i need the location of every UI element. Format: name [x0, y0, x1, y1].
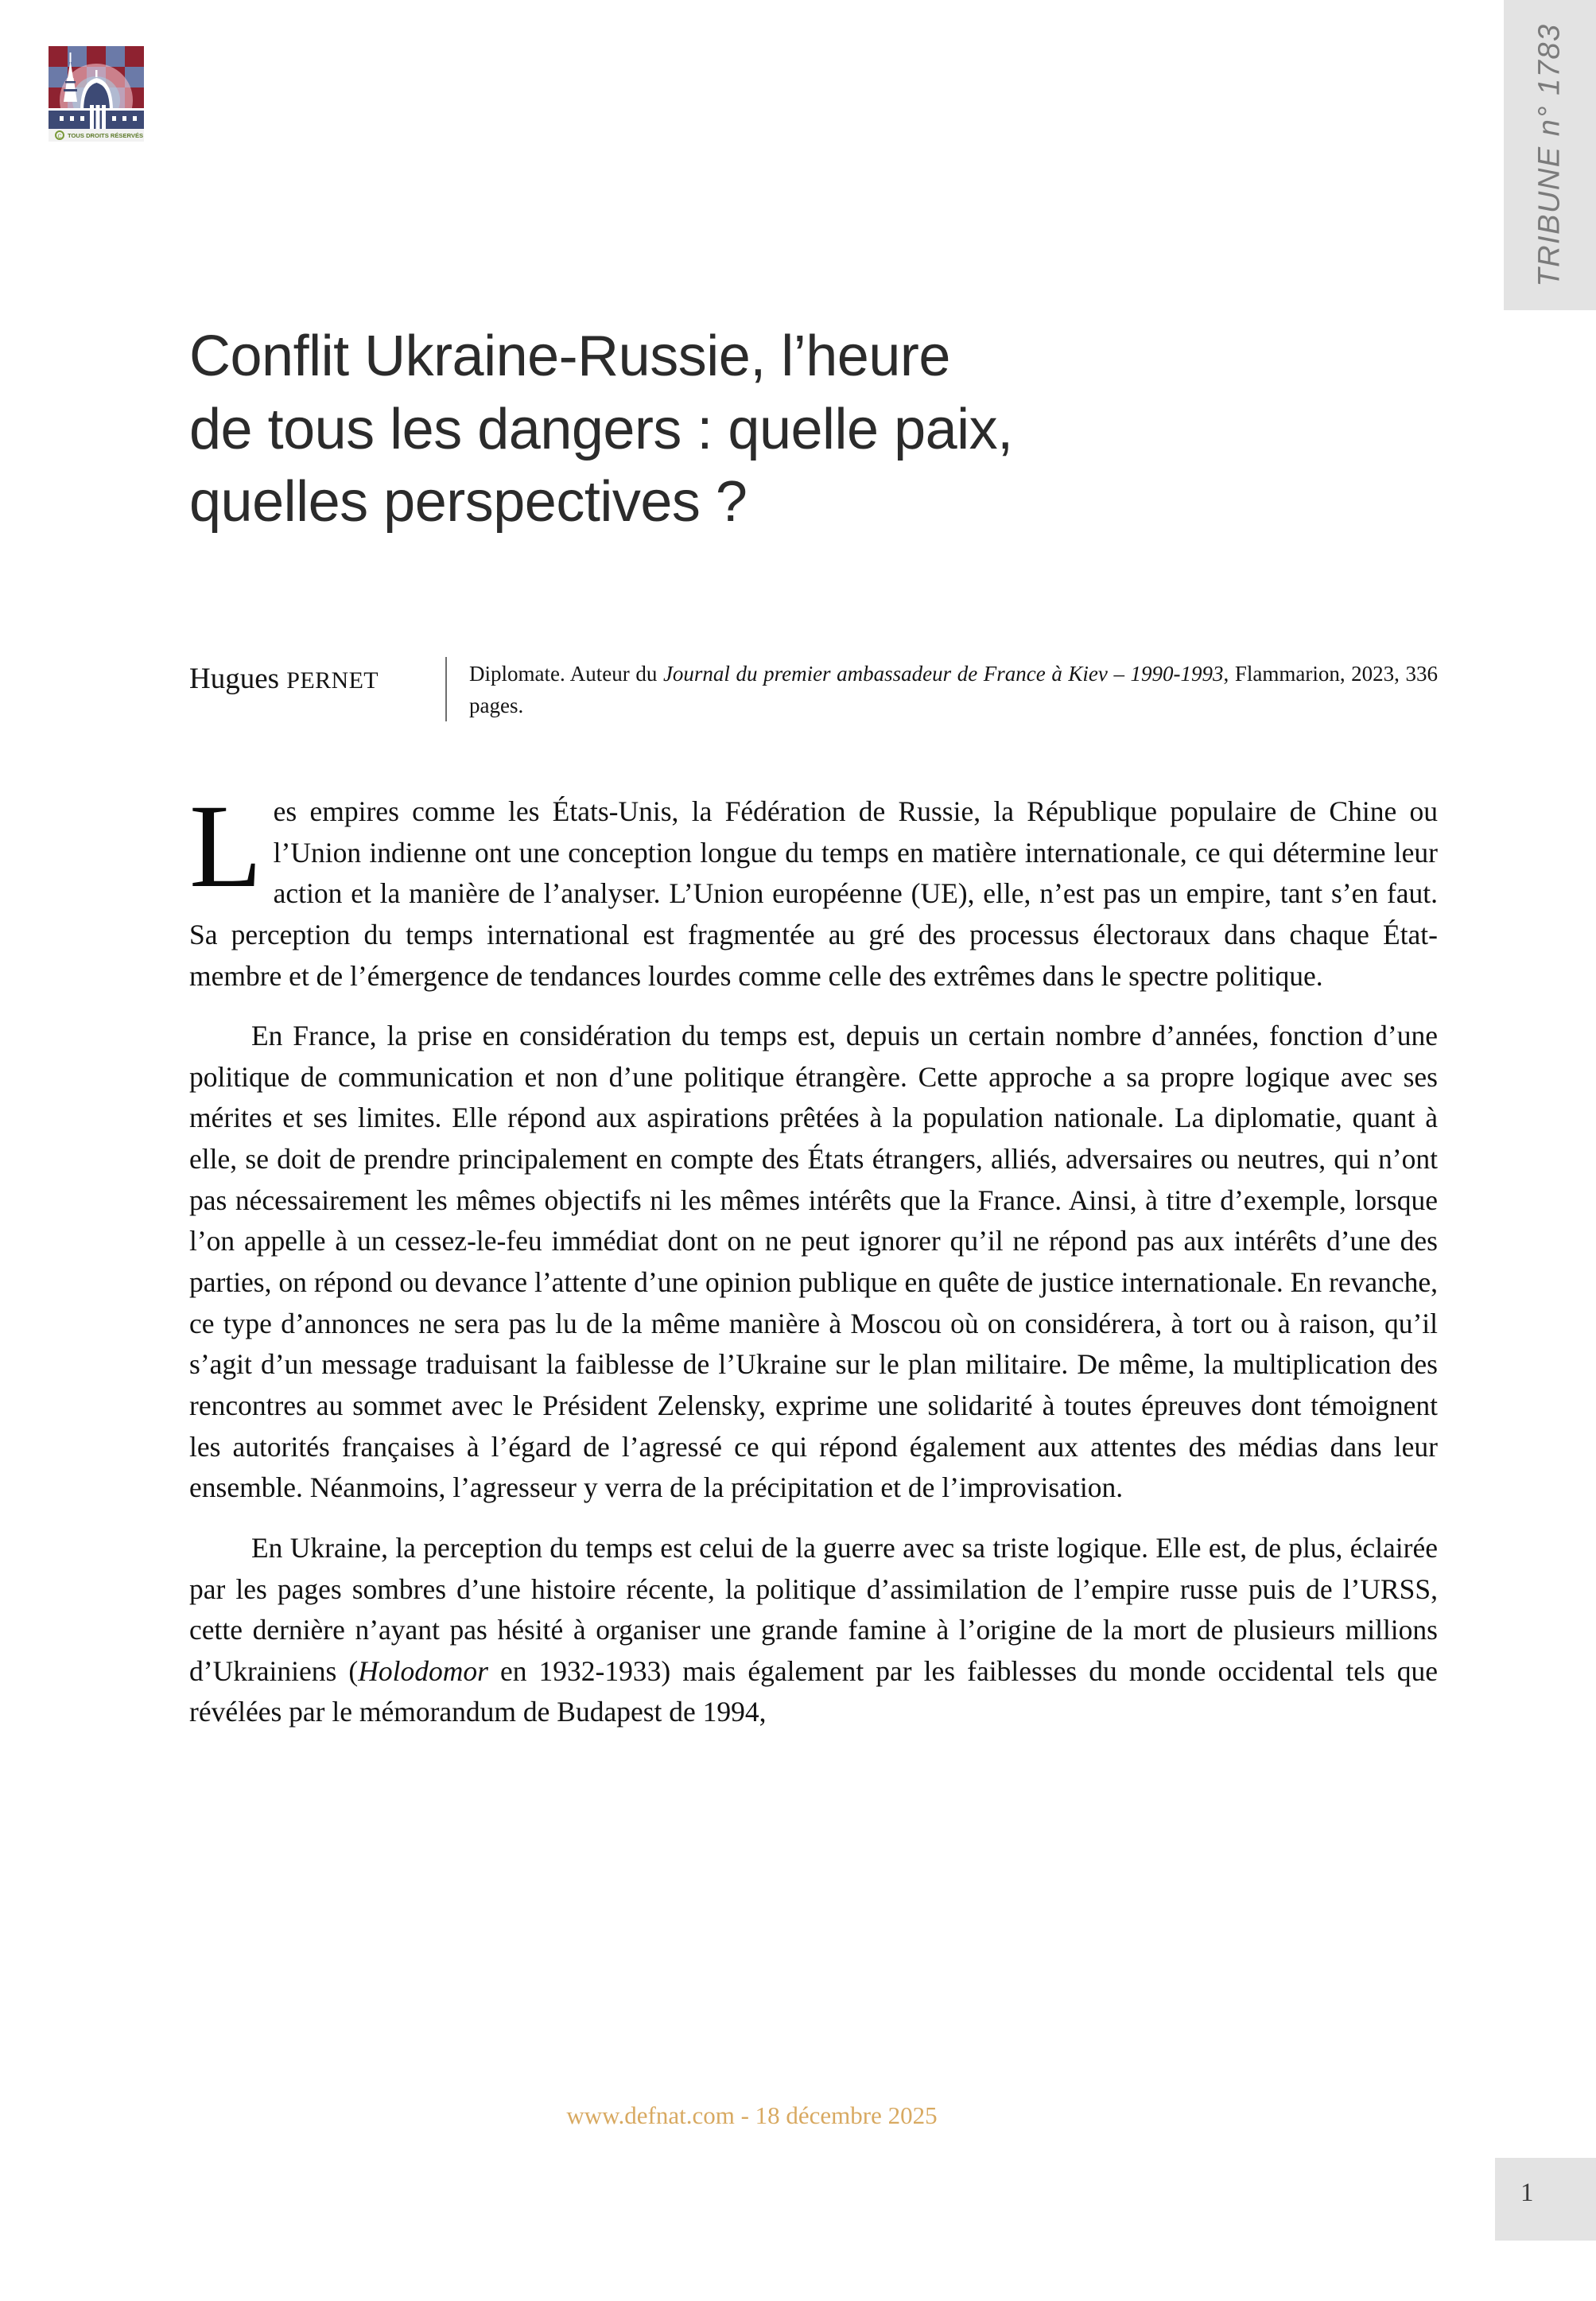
article-title-line-2: de tous les dangers : quelle paix, — [189, 397, 1013, 461]
body-paragraph-3 — [189, 1528, 1438, 1733]
issue-tab — [1504, 0, 1596, 310]
publisher-logo — [45, 41, 147, 143]
author-last-name: PERNET — [286, 667, 379, 694]
body-paragraph-1-text: es empires comme les États-Unis, la Fédération de Russie, la République populaire de Chine ou l’Union indienne ont une conception longue du temps en matière internationale, ce qui détermine leur action et la manière de l’analyser. L’Union européenne (UE), elle, n’est pas un empire, tant s’en faut. Sa perception du temps international est fragmentée au gré des processus électoraux dans chaque État-membre et de l’émergence de tendances lourdes comme celle des extrêmes dans le spectre politique. — [189, 795, 1438, 992]
page-footer: www.defnat.com - 18 décembre 2025 — [566, 2101, 938, 2129]
logo-copyright-text: TOUS DROITS RÉSERVÉS — [68, 132, 144, 139]
svg-text:C: C — [57, 134, 62, 140]
body-paragraph-3-emphasis: Holodomor — [358, 1654, 488, 1687]
article-title-line-3: quelles perspectives ? — [189, 470, 748, 534]
drop-cap: L — [189, 780, 262, 912]
author-first-name: Hugues — [189, 663, 287, 695]
author-byline — [189, 657, 1438, 721]
author-name — [189, 657, 445, 696]
page-number-box — [1495, 2158, 1596, 2241]
page-number: 1 — [1520, 2179, 1534, 2207]
defnat-logo-icon — [45, 41, 147, 143]
body-paragraph-3-prefix: En Ukraine, la perception du temps est celui de la guerre avec sa triste logique. Elle est, de plus, éclairée par les pages sombres d’une histoire récente, la politique d’assimilation de l’empire russe puis de l’URSS, cette dernière n’ayant pas hésité à organiser une grande famine à l’origine de la mort de plusieurs millions d’Ukrainiens ( — [189, 1531, 1438, 1687]
byline-divider — [445, 657, 447, 721]
author-bio-suffix: , Flammarion, 2023, 336 pages. — [469, 662, 1438, 717]
body-paragraph-1 — [189, 780, 1438, 997]
body-paragraph-2-text: En France, la prise en considération du temps est, depuis un certain nombre d’années, fonction d’une politique de communication et non d’une politique étrangère. Cette approche a sa propre logique avec ses mérites et ses limites. Elle répond aux aspirations prêtées à la population nationale. La diplomatie, quant à elle, se doit de prendre principalement en compte des États étrangers, alliés, adversaires ou neutres, qui n’ont pas nécessairement les mêmes objectifs ni les mêmes intérêts que la France. Ainsi, à titre d’exemple, lorsque l’on appelle à un cessez-le-feu immédiat dont on ne peut ignorer qu’il ne répond pas aux intérêts d’une des parties, on répond ou devance l’attente d’une opinion publique en quête de justice internationale. En revanche, ce type d’annonces ne sera pas lu de la même manière à Moscou où on considérera, à tort ou à raison, qu’il s’agit d’un message traduisant la faiblesse de l’Ukraine sur le plan militaire. De même, la multiplication des rencontres au sommet avec le Président Zelensky, exprime une solidarité à toutes épreuves dont témoignent les autorités françaises à l’égard de l’agressé ce qui répond également aux attentes des médias dans leur ensemble. Néanmoins, l’agresseur y verra de la précipitation et de l’improvisation. — [189, 1020, 1438, 1504]
issue-tab-label: TRIBUNE n° 1783 — [1532, 23, 1567, 287]
body-paragraph-3-suffix: en 1932-1933) mais également par les faiblesses du monde occidental tels que révélées par le mémorandum de Budapest de 1994, — [189, 1654, 1438, 1728]
author-bio-book-title: Journal du premier ambassadeur de France à Kiev – 1990-1993 — [662, 662, 1224, 686]
article-body — [189, 780, 1438, 1733]
author-bio — [469, 657, 1438, 721]
article-title — [189, 321, 1446, 538]
body-paragraph-2 — [189, 1016, 1438, 1509]
author-bio-prefix: Diplomate. Auteur du — [469, 662, 663, 686]
article-title-line-1: Conflit Ukraine-Russie, l’heure — [189, 325, 950, 389]
